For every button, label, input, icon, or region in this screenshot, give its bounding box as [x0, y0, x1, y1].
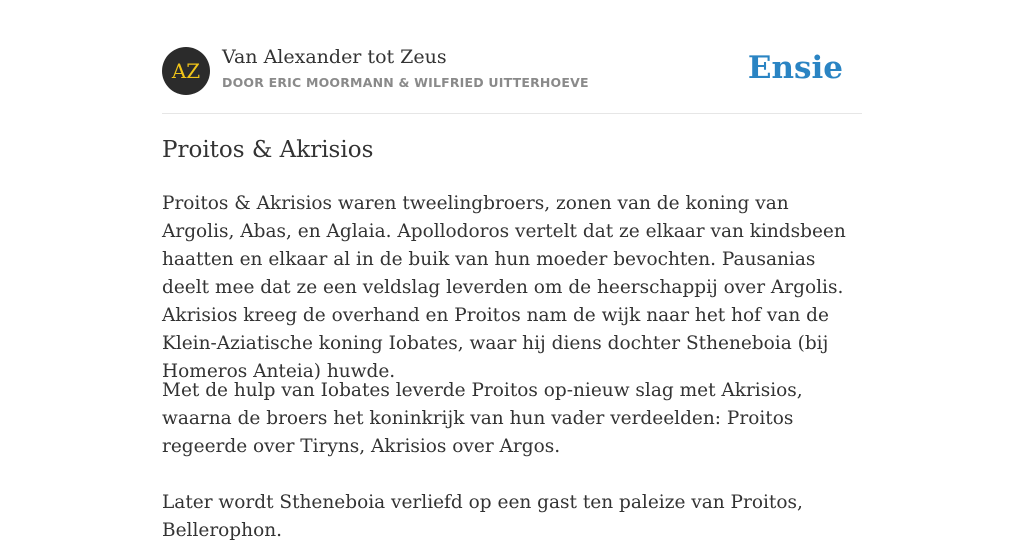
ensie-logo[interactable]: Ensie: [747, 50, 843, 86]
entry-paragraph: Met de hulp van Iobates leverde Proitos op-nieuw slag met Akrisios, waarna de broers het koninkrijk van hun vader verdeelden: Proitos regeerde over Tiryns, Akrisios over Argos.: [162, 380, 803, 457]
book-header: [162, 46, 862, 96]
book-authors: DOOR ERIC MOORMANN & WILFRIED UITTERHOEVE: [222, 75, 589, 90]
entry-title: Proitos & Akrisios: [162, 137, 374, 163]
author-avatar[interactable]: AZ: [162, 47, 210, 95]
header-divider: [162, 113, 862, 114]
entry-paragraph: Proitos & Akrisios waren tweelingbroers, zonen van de koning van Argolis, Abas, en Aglaia. Apollodoros vertelt dat ze elkaar van kindsbeen haatten en elkaar al in de buik van hun moeder bevochten. Pausanias deelt mee dat ze een veldslag leverden om de heerschappij over Argolis. Akrisios kreeg de overhand en Proitos nam de wijk naar het hof van de Klein-Aziatische koning Iobates, waar hij diens dochter Stheneboia (bij Homeros Anteia) huwde.: [162, 193, 846, 382]
book-title-link[interactable]: Van Alexander tot Zeus: [222, 46, 447, 68]
entry-paragraph: Later wordt Stheneboia verliefd op een gast ten paleize van Proitos, Bellerophon.: [162, 492, 803, 541]
